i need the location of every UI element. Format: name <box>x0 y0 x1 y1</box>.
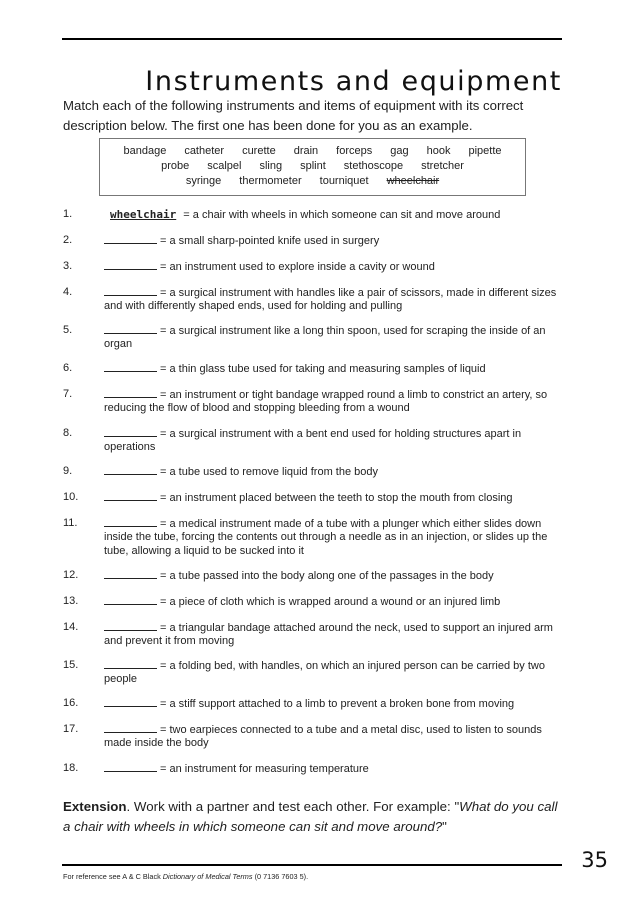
item-body <box>104 234 562 248</box>
extension-close-quote: " <box>442 819 447 834</box>
item-number: 18. <box>63 762 79 774</box>
word-box-word: wheelchair <box>386 175 440 187</box>
page-title: Instruments and equipment <box>145 66 562 98</box>
item-number: 6. <box>63 362 73 374</box>
item-number: 13. <box>63 595 79 607</box>
item-body <box>104 286 562 314</box>
item-body <box>104 762 562 776</box>
item-number: 10. <box>63 491 79 503</box>
answer-blank[interactable] <box>104 517 157 527</box>
item-number: 2. <box>63 234 73 246</box>
word-box-word: hook <box>426 145 451 157</box>
extension-example: What do you call a chair with wheels in which someone can sit and move around? <box>63 799 558 834</box>
item-number: 5. <box>63 324 73 336</box>
item-body <box>104 324 562 352</box>
item-body <box>104 208 562 222</box>
word-box-word: sling <box>259 160 283 172</box>
item-number: 11. <box>63 517 78 529</box>
item-number: 7. <box>63 388 73 400</box>
example-answer: wheelchair <box>110 208 177 221</box>
item-description: = a chair with wheels in which someone can sit and move around <box>183 209 501 221</box>
item-body <box>104 569 562 583</box>
answer-blank[interactable] <box>104 491 157 501</box>
answer-blank[interactable] <box>104 362 157 372</box>
item-body <box>104 621 562 649</box>
item-number: 9. <box>63 465 73 477</box>
answer-blank[interactable] <box>104 234 157 244</box>
item-number: 17. <box>63 723 79 735</box>
answer-blank[interactable] <box>104 427 157 437</box>
word-box-word: stethoscope <box>343 160 404 172</box>
word-box-row <box>100 175 525 187</box>
item-body <box>104 260 562 274</box>
word-box-word: drain <box>293 145 319 157</box>
word-box-word: pipette <box>468 145 502 157</box>
item-number: 4. <box>63 286 73 298</box>
item-number: 3. <box>63 260 73 272</box>
word-box-word: bandage <box>123 145 167 157</box>
item-number: 14. <box>63 621 79 633</box>
page-number: 35 <box>581 848 608 872</box>
word-box-word: thermometer <box>239 175 302 187</box>
item-body <box>104 723 562 751</box>
answer-blank[interactable] <box>104 260 157 270</box>
item-body <box>104 659 562 687</box>
instructions: Match each of the following instruments and items of equipment with its correct description below. The first one has been done for you as an example. <box>63 98 524 133</box>
answer-blank[interactable] <box>104 569 157 579</box>
word-box-row <box>100 145 525 157</box>
item-number: 15. <box>63 659 79 671</box>
answer-blank[interactable] <box>104 762 157 772</box>
word-box-word: stretcher <box>421 160 464 172</box>
answer-blank[interactable] <box>104 465 157 475</box>
word-box <box>99 138 526 196</box>
answer-blank[interactable] <box>104 697 157 707</box>
item-body <box>104 427 562 455</box>
item-description: = a stiff support attached to a limb to prevent a broken bone from moving <box>160 698 515 710</box>
word-box-word: splint <box>300 160 326 172</box>
footnote-book-title: Dictionary of Medical Terms <box>162 872 253 881</box>
item-description: = a surgical instrument like a long thin spoon, used for scraping the inside of an organ <box>104 325 546 351</box>
item-description: = an instrument or tight bandage wrapped round a limb to constrict an artery, so reducing the flow of blood and stopping bleeding from a wound <box>104 389 548 415</box>
item-body <box>104 388 562 416</box>
answer-blank[interactable] <box>104 388 157 398</box>
item-description: = a medical instrument made of a tube with a plunger which either slides down inside the tube, forcing the contents out through a needle as in an injection, or slides up the tube, allowing a liquid to be sucked into it <box>104 518 548 557</box>
extension-text: . Work with a partner and test each other. For example: " <box>126 799 460 814</box>
word-box-word: syringe <box>185 175 222 187</box>
word-box-row <box>100 160 525 172</box>
item-number: 16. <box>63 697 79 709</box>
item-body <box>104 362 562 376</box>
top-rule <box>62 38 562 40</box>
word-box-word: tourniquet <box>319 175 369 187</box>
item-body <box>104 465 562 479</box>
item-description: = an instrument placed between the teeth to stop the mouth from closing <box>160 492 513 504</box>
word-box-word: catheter <box>184 145 225 157</box>
answer-blank[interactable] <box>104 595 157 605</box>
footnote <box>63 872 308 881</box>
bottom-rule <box>62 864 562 866</box>
extension-label: Extension <box>63 799 127 814</box>
word-box-word: probe <box>161 160 190 172</box>
answer-blank[interactable] <box>104 286 157 296</box>
answer-blank[interactable] <box>104 723 157 733</box>
item-description: = a triangular bandage attached around the neck, used to support an injured arm and prevent it from moving <box>104 622 553 648</box>
item-description: = a thin glass tube used for taking and measuring samples of liquid <box>160 363 486 375</box>
answer-blank[interactable] <box>104 324 157 334</box>
word-box-word: gag <box>390 145 409 157</box>
item-description: = an instrument used to explore inside a cavity or wound <box>160 261 435 273</box>
item-description: = a surgical instrument with a bent end used for holding structures apart in operations <box>104 428 522 454</box>
item-body <box>104 491 562 505</box>
word-box-word: scalpel <box>207 160 242 172</box>
word-box-word: forceps <box>336 145 373 157</box>
answer-blank[interactable] <box>104 659 157 669</box>
item-description: = an instrument for measuring temperature <box>160 763 369 775</box>
item-description: = a piece of cloth which is wrapped around a wound or an injured limb <box>160 596 501 608</box>
item-description: = a folding bed, with handles, on which an injured person can be carried by two people <box>104 660 545 686</box>
item-body <box>104 595 562 609</box>
item-description: = a tube passed into the body along one of the passages in the body <box>160 570 494 582</box>
footnote-suffix: (0 7136 7603 5). <box>252 872 309 881</box>
answer-blank[interactable] <box>104 621 157 631</box>
item-description: = a small sharp-pointed knife used in surgery <box>160 235 380 247</box>
item-number: 12. <box>63 569 79 581</box>
item-number: 8. <box>63 427 73 439</box>
item-number: 1. <box>63 208 73 220</box>
item-body <box>104 517 562 558</box>
item-description: = a surgical instrument with handles like a pair of scissors, made in different sizes and with differently shaped ends, used for holding and pulling <box>104 287 557 313</box>
word-box-word: curette <box>242 145 276 157</box>
item-description: = a tube used to remove liquid from the body <box>160 466 378 478</box>
extension-task <box>63 797 563 837</box>
item-description: = two earpieces connected to a tube and a metal disc, used to listen to sounds made inside the body <box>104 724 542 750</box>
footnote-prefix: For reference see A & C Black <box>63 872 163 881</box>
item-body <box>104 697 562 711</box>
